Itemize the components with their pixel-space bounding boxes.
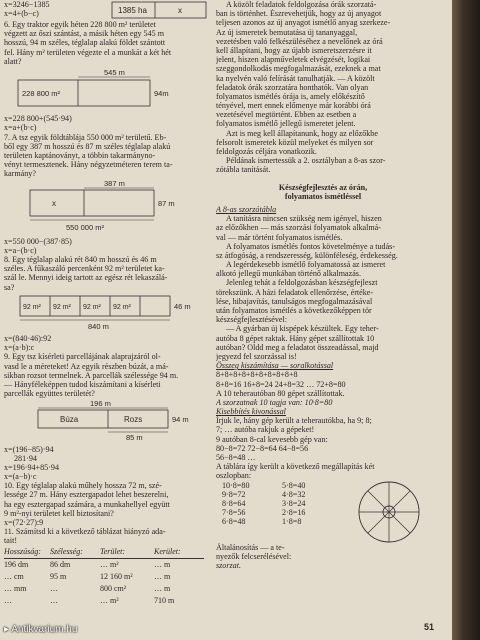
- grid-cell: 10·8=80: [222, 480, 250, 490]
- problem-text: 8. Egy téglalap alakú rét 840 m hosszú és 46 m: [4, 255, 157, 265]
- paragraph-line: törekszünk. A házi feladatok ellenőrzése, értéke-: [216, 287, 374, 297]
- math-line: A szorzatnak 10 tagja van: 10·8=80: [216, 397, 333, 407]
- problem-text: végzett az őszi szántást, a másik héten egy 545 m: [4, 29, 165, 39]
- dim-label: 94m: [154, 88, 169, 98]
- dim-label: 85 m: [126, 433, 143, 443]
- problem-text: területen kaptánoványt, a többin takarmányno-: [4, 150, 156, 160]
- table-header: Szélesség:: [50, 546, 100, 559]
- right-column: [216, 0, 430, 570]
- paragraph-line: után folyamatos ismétlés a következőképpen tör: [216, 306, 372, 315]
- solution-line: x=228 800+(545·94): [4, 114, 72, 124]
- problem-text: hosszú, 94 m széles, téglalap alakú földet szántott: [4, 38, 166, 48]
- table-cell: 95 m: [50, 571, 67, 581]
- solution-line: x=a−(b·c): [4, 245, 37, 255]
- problem-text: tait!: [4, 536, 18, 546]
- solution-line: x=3246−1385: [4, 0, 50, 9]
- paragraph-line: val — már történt folyamatos ismétlés.: [216, 232, 343, 242]
- paragraph-line: folyamatos ismétlés órája is, amely előkészítő: [216, 91, 365, 101]
- paragraph-line: lése, hibajavítás, tanulságos megfogalmazásával: [216, 296, 373, 306]
- grid-cell: 6·8=48: [222, 517, 246, 527]
- field-diagram-2: [4, 178, 210, 234]
- problem-text: vasd le a méreteket! Az egyik részben búzát, a má-: [4, 361, 169, 371]
- problem-text: 7. A tsz egyik földtáblája 550 000 m² területű. Eb-: [4, 132, 167, 142]
- grid-cell: 3·8=24: [282, 498, 306, 508]
- problem-text: sa?: [4, 282, 15, 292]
- paragraph-line: Példának ismertessük a 2. osztályban a 8-as szor-: [226, 156, 386, 166]
- problem-text: 11. Számítsd ki a következő táblázat hiányzó ada-: [4, 527, 166, 537]
- paragraph-line: alkotó jellegű munkában történő alkalmazás.: [216, 269, 361, 279]
- math-line: Írjuk le, hány gép került a teherautókba, ha 9; 8;: [216, 416, 372, 426]
- paragraph-line: szorzat.: [216, 560, 241, 570]
- dim-label: 840 m: [88, 321, 109, 331]
- table-cell: 196 dm: [4, 559, 29, 569]
- dim-label: 94 m: [172, 415, 189, 425]
- problem-text: ha egy esztergapad számára, a munkahellyel együtt: [4, 499, 170, 509]
- table-cell: …: [4, 595, 12, 605]
- paragraph-line: Jelenleg tehát a feldolgozásban készségfejleszt: [226, 278, 378, 288]
- table-cell: 800 cm²: [100, 583, 127, 593]
- missing-data-table: [4, 546, 210, 607]
- problem-text: széles. A fűkaszáló percenként 92 m² területet ka-: [4, 264, 165, 274]
- dim-label: 46 m: [174, 301, 191, 311]
- problem-text: parcellák együttes területét?: [4, 389, 95, 399]
- math-line: 8+8=16 16+8=24 24+8=32 … 72+8=80: [216, 379, 346, 389]
- paragraph-line: feladatok órák szorzatára honthatók. Van olyan: [216, 82, 369, 92]
- multiplication-wheel-icon: [352, 475, 426, 549]
- paragraph-line: zótábla tanítását.: [216, 165, 271, 175]
- table-header: Kerület:: [154, 546, 204, 559]
- paragraph-line: az előzőkhen — más szorzási folyamatok alkalmá-: [216, 223, 381, 233]
- paragraph-line: autóban? Oldd meg a feladatot összeadással, majd: [216, 342, 379, 352]
- table-cell: 12 160 m²: [100, 571, 133, 581]
- table-cell: … mm: [4, 583, 27, 593]
- paragraph-line: folyamatos ismétlő jellegű ismeretet jelent.: [216, 119, 356, 129]
- paragraph-line: jegyezd fel szorzással is!: [216, 351, 297, 361]
- section-heading: folyamatos ismétléssel: [284, 191, 362, 201]
- math-line: 8+8+8+8+8+8+8+8+8+8: [216, 370, 298, 380]
- table-cell: …: [50, 583, 58, 593]
- cell-label: 92 m²: [83, 303, 101, 311]
- paragraph-line: Azt is meg kell állapítanunk, hogy az előzőkbe: [226, 128, 378, 138]
- problem-text: ből egy 387 m hosszú és 87 m széles téglalap alakú: [4, 141, 171, 151]
- table-cell: 710 m: [154, 595, 175, 605]
- table-cell: … m: [154, 559, 171, 569]
- paragraph-line: teljesen azonos az új anyagot ismétlő anyag szerkeze-: [216, 18, 391, 28]
- math-line: 9 autóban 8-cal kevesebb gép van:: [216, 434, 328, 444]
- table-cell: … m²: [100, 559, 119, 569]
- table-cell: … m: [154, 571, 171, 581]
- grid-cell: 1·8=8: [282, 517, 302, 527]
- paragraph-line: A táblára így került a következő megállapítás két: [216, 462, 375, 472]
- field-diagram-1: [4, 66, 210, 112]
- table-cell: …: [50, 595, 58, 605]
- cell-label: 92 m²: [113, 303, 131, 311]
- solution-line: x=(72·27):9: [4, 518, 44, 527]
- paragraph-line: A közölt feladatok feldolgozása órák szorzatá-: [226, 0, 377, 9]
- grid-cell: 7·8=56: [222, 508, 246, 518]
- field-diagram-3: [4, 292, 210, 332]
- table-cell: … cm: [4, 571, 24, 581]
- paragraph-line: A folyamatos ismétlés fontos követelménye a tudás-: [226, 241, 396, 251]
- solution-line: x=(196−85)·94: [4, 444, 54, 454]
- dim-label: 550 000 m²: [66, 223, 104, 233]
- paragraph-line: vezetésével megtörtént. Ebben az esetben a: [216, 110, 357, 120]
- paragraph-line: feldolgozás céljára vonatkozik.: [216, 147, 317, 156]
- paragraph-line: jelent, hiszen alapműveletek elvégzését, logikai: [216, 55, 371, 65]
- method-title: Kisebbítés kivonással: [216, 407, 286, 417]
- solution-line: x=(a−b)·c: [4, 472, 37, 482]
- table-cell: … m: [154, 583, 171, 593]
- subsection-title: A 8-as szorzótábla: [216, 204, 277, 214]
- problem-text: fel. Hány m² területen végezte el a munkát a két hét: [4, 47, 172, 57]
- paragraph-line: ban is történhet. Észrevehetjük, hogy az új anyagot: [216, 9, 382, 19]
- problem-text: 9. Egy tsz kísérleti parcellájának alaprajzáról ol-: [4, 352, 161, 362]
- table-cell: … m²: [100, 595, 119, 605]
- grid-cell: 2·8=16: [282, 508, 306, 518]
- field-diagram-4: [4, 398, 210, 442]
- paragraph-line: A tanításra nincsen szükség nem igényel, hiszen: [226, 214, 382, 224]
- problem-text: alatt?: [4, 56, 22, 66]
- problem-text: 10. Egy téglalap alakú műhely hossza 72 m, szé-: [4, 481, 162, 491]
- paragraph-line: szeggondolkodás megfogalmazását, ezeknek a mat: [216, 64, 381, 74]
- paragraph-line: felsorolt ismeretek közül melyeket és milyen sor: [216, 137, 374, 147]
- math-line: A 10 teherautóban 80 gépet szállítottak.: [216, 388, 345, 398]
- problem-text: 9 m²-nyi területet kell biztosítani?: [4, 508, 114, 518]
- page-number: 51: [424, 622, 435, 632]
- grid-cell: 8·8=64: [222, 498, 246, 508]
- cell-label: 92 m²: [53, 303, 71, 311]
- table-header: Hosszúság:: [4, 546, 50, 559]
- paragraph-line: sz átfogóság, a rendszeresség, különféleség, érdekesség.: [216, 250, 398, 260]
- math-line: 80−8=72 72−8=64 64−8=56: [216, 443, 309, 453]
- area-label: 228 800 m²: [22, 88, 60, 98]
- solution-line: x=a+(b·c): [4, 123, 37, 133]
- solution-line: x=550 000−(387·85): [4, 236, 72, 246]
- solution-line: x=196·94+85·94: [4, 462, 59, 472]
- problem-text: szál le. Mennyi ideig tartott az egész rét lekaszálá-: [4, 273, 168, 283]
- section-heading: Készségfejlesztés az órán,: [278, 182, 368, 192]
- solution-line: x=(840·46):92: [4, 333, 52, 343]
- table-cell: 86 dm: [50, 559, 71, 569]
- paragraph-line: — A gyárban új kispépek készültek. Egy teher-: [226, 324, 379, 334]
- solution-line: x=(a·b):c: [4, 343, 35, 353]
- grid-cell: 4·8=32: [282, 489, 306, 499]
- dim-label: 545 m: [104, 67, 125, 77]
- math-line: 7; … autóba rakjuk a gépeket!: [216, 425, 315, 435]
- unknown-label: x: [52, 199, 56, 209]
- paragraph-line: oszlopban:: [216, 471, 252, 481]
- problem-text: sikban rozsot termelnek. A parcellák szélessége 94 m.: [4, 370, 179, 380]
- paragraph-line: autóba 8 gépet raktak. Hány gépet szállítottak 10: [216, 333, 375, 343]
- problem-text: — Hányféleképpen tudod kiszámítani a kísérleti: [4, 379, 161, 389]
- math-line: 56−8=48 …: [216, 453, 256, 462]
- diagram-label: 1385 ha: [118, 6, 147, 15]
- watermark: ▸ Antikvarium.hu: [4, 624, 78, 635]
- book-binding: [452, 0, 480, 640]
- paragraph-line: A legérdekesebb ismétlő folyamatossá az ismeret: [226, 260, 386, 270]
- paragraph-line: ka nyelvén való felírását tanulhatják. — A közölt: [216, 73, 375, 83]
- paragraph-line: tényével, mert ennek előmenye már korábbi órá: [216, 101, 371, 111]
- problem-text: vényt termesztenek. Hány négyzetméteren terem ta-: [4, 160, 173, 170]
- problem-text: 6. Egy traktor egyik héten 228 800 m² területet: [4, 20, 156, 29]
- solution-line: x=4+(b−c): [4, 9, 39, 19]
- dim-label: 387 m: [104, 179, 125, 189]
- problem-text: lessége 27 m. Hány esztergapadot lehet beszerelni,: [4, 490, 169, 500]
- paragraph-line: nyezők felcserélésével:: [216, 551, 292, 561]
- crop-label: Rozs: [124, 415, 143, 425]
- dim-label: 196 m: [90, 399, 111, 409]
- rectangle-diagram-top: [110, 0, 210, 20]
- paragraph-line: Az új ismeretek bemutatása új tananyaggal,: [216, 27, 358, 37]
- grid-cell: 5·8=40: [282, 480, 306, 490]
- table-header: Terület:: [100, 546, 154, 559]
- cell-label: 92 m²: [23, 303, 41, 311]
- dim-label: 87 m: [158, 199, 175, 209]
- solution-line: 281·94: [14, 453, 37, 463]
- problem-text: karmány?: [4, 169, 36, 179]
- diagram-label: x: [178, 6, 182, 15]
- multiplication-block: [216, 481, 430, 543]
- grid-cell: 9·8=72: [222, 489, 246, 499]
- left-column: [4, 0, 210, 607]
- paragraph-line: vezetésben való felkészüléséhez a nevelőnek az órá: [216, 36, 383, 46]
- paragraph-line: kell állapítani, hogy az újabb ismeretszerzésre it: [216, 45, 372, 55]
- crop-label: Búza: [60, 415, 79, 425]
- paragraph-line: Általánosítás — a te-: [216, 542, 285, 552]
- method-title: Összeg kiszámítása — soralkotással: [216, 361, 334, 371]
- paragraph-line: készségfejlesztésével:: [216, 315, 288, 325]
